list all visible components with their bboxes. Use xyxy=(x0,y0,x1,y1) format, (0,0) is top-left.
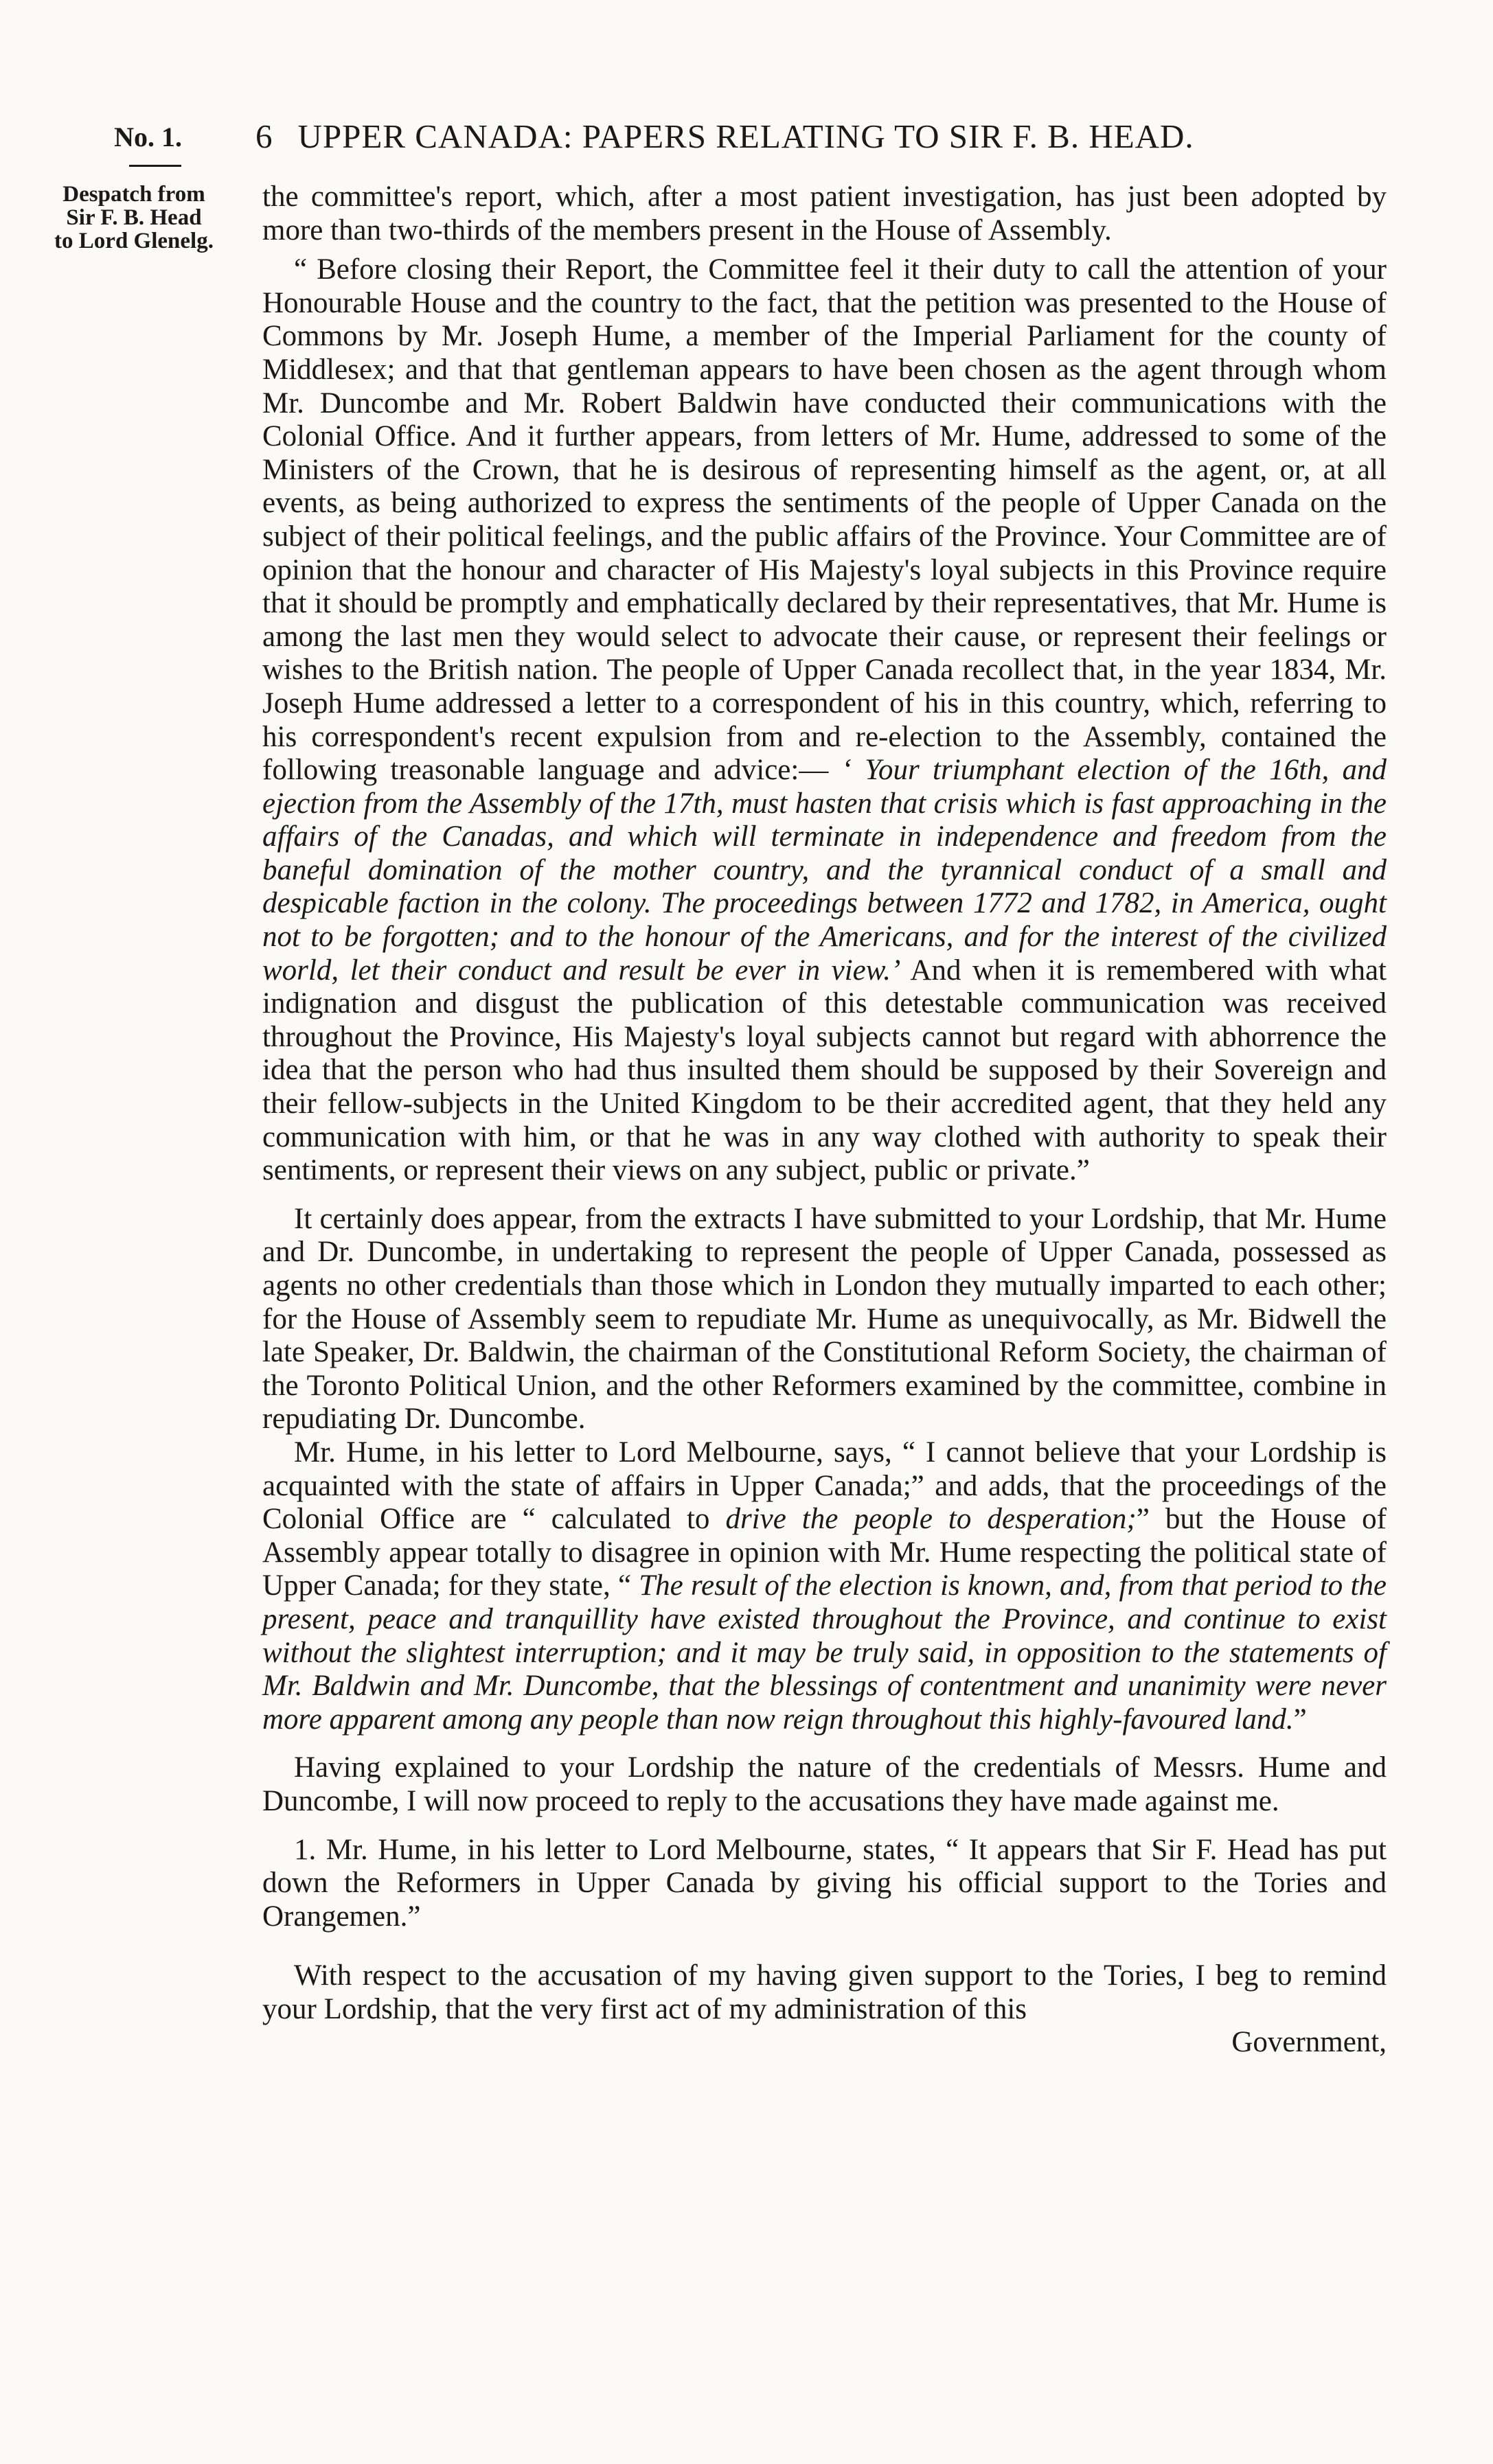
margin-note-line: Sir F. B. Head xyxy=(66,205,202,230)
page-number: 6 xyxy=(255,117,273,155)
paragraph xyxy=(262,1203,1387,1436)
paragraph xyxy=(262,181,1387,247)
paragraph xyxy=(262,1959,1387,2026)
margin-note-line: to Lord Glenelg. xyxy=(54,229,214,253)
italic-quotation: ‘ Your triumphant election of the 16th, and ejection from the Assembly of the 17th, must hasten that crisis which is fast approaching in the affairs of the Canadas, and which will terminate in independence and freedom from the baneful domination of the mother country, and the tyrannical conduct of a small and despicable faction in the colony. The proceedings between 1772 and 1782, in America, ought not to be forgotten; and to the honour of the Americans, and for the interest of the civilized world, let their conduct and result be ever in view.’ xyxy=(262,754,1387,987)
paragraph xyxy=(262,1436,1387,1736)
paragraph xyxy=(262,253,1387,1188)
catchword: Government, xyxy=(1231,2026,1387,2059)
body-text xyxy=(262,181,1387,2060)
margin-note xyxy=(31,183,237,253)
text-run: the committee's report, which, after a most patient investigation, has just been adopted by more than two-thirds of the members present in the House of Assembly. xyxy=(262,181,1387,246)
italic-quotation: The result of the election is known, and, from that period to the present, peace and tranquillity have existed throughout the Province, and continue to exist without the slightest interruption; and it may be truly said, in opposition to the statements of Mr. Baldwin and Mr. Duncombe, that the blessings of contentment and unanimity were never more apparent among any people than now reign throughout this highly-favoured land. xyxy=(262,1569,1387,1736)
document-number: No. 1. xyxy=(114,122,182,152)
margin-note-line: Despatch from xyxy=(62,182,205,207)
running-header xyxy=(255,117,1402,156)
italic-quotation: drive the people to desperation; xyxy=(725,1503,1137,1536)
text-run: And when it is remembered with what indignation and disgust the publication of this detestable communication was received throughout the Province, His Majesty's loyal subjects cannot but regard with abhorrence the idea that the person who had thus insulted them should be supposed by their Sovereign and their fellow-subjects in the United Kingdom to be their accredited agent, that they held any communication with him, or that he was in any way clothed with authority to speak their sentiments, or represent their views on any subject, public or private.” xyxy=(262,954,1387,1187)
number-underline xyxy=(129,165,181,167)
text-run: It certainly does appear, from the extracts I have submitted to your Lordship, that Mr. Hume and Dr. Duncombe, in undertaking to represent the people of Upper Canada, possessed as agents no other credentials than those which in London they mutually imparted to each other; for the House of Assembly seem to repudiate Mr. Hume as unequivocally, as Mr. Bidwell the late Speaker, Dr. Baldwin, the chairman of the Constitutional Reform Society, the chairman of the Toronto Political Union, and the other Reformers examined by the committee, combine in repudiating Dr. Duncombe. xyxy=(262,1202,1387,1436)
text-run: Having explained to your Lordship the nature of the credentials of Messrs. Hume and Duncombe, I will now proceed to reply to the accusations they have made against me. xyxy=(262,1751,1387,1817)
text-run: 1. Mr. Hume, in his letter to Lord Melbourne, states, “ It appears that Sir F. Head has put down the Reformers in Upper Canada by giving his official support to the Tories and Orangemen.” xyxy=(262,1833,1387,1933)
text-run: Mr. Hume, in his letter to Lord Melbourne, says, “ I cannot believe that your Lordship is acquainted with the state of affairs in Upper Canada;” and adds, that the proceedings of the Colonial Office are “ calculated to xyxy=(262,1436,1387,1536)
running-title: UPPER CANADA: PAPERS RELATING TO SIR F. B. HEAD. xyxy=(297,117,1194,155)
text-run: “ Before closing their Report, the Committee feel it their duty to call the attention of your Honourable House and the country to the fact, that the petition was presented to the House of Commons by Mr. Joseph Hume, a member of the Imperial Parliament for the county of Middlesex; and that that gentleman appears to have been chosen as the agent through whom Mr. Duncombe and Mr. Robert Baldwin have conducted their communications with the Colonial Office. And it further appears, from letters of Mr. Hume, addressed to some of the Ministers of the Crown, that he is desirous of representing himself as the agent, or, at all events, as being authorized to express the sentiments of the people of Upper Canada on the subject of their political feelings, and the public affairs of the Province. Your Committee are of opinion that the honour and character of His Majesty's loyal subjects in this Province require that it should be promptly and emphatically declared by their representatives, that Mr. Hume is among the last men they would select to advocate their cause, or represent their feelings or wishes to the British nation. The people of Upper Canada recollect that, in the year 1834, Mr. Joseph Hume addressed a letter to a correspondent of his in this country, which, referring to his correspondent's recent expulsion from and re-election to the Assembly, contained the following treasonable language and advice:— xyxy=(262,253,1387,787)
paragraph xyxy=(262,1751,1387,1818)
text-run: ” xyxy=(1293,1703,1307,1736)
text-run: ” but the House of Assembly appear totally to disagree in opinion with Mr. Hume respecting the political state of Upper Canada; for they state, “ xyxy=(262,1503,1387,1602)
text-run: With respect to the accusation of my having given support to the Tories, I beg to remind your Lordship, that the very first act of my administration of this xyxy=(262,1959,1387,2025)
paragraph xyxy=(262,1834,1387,1934)
